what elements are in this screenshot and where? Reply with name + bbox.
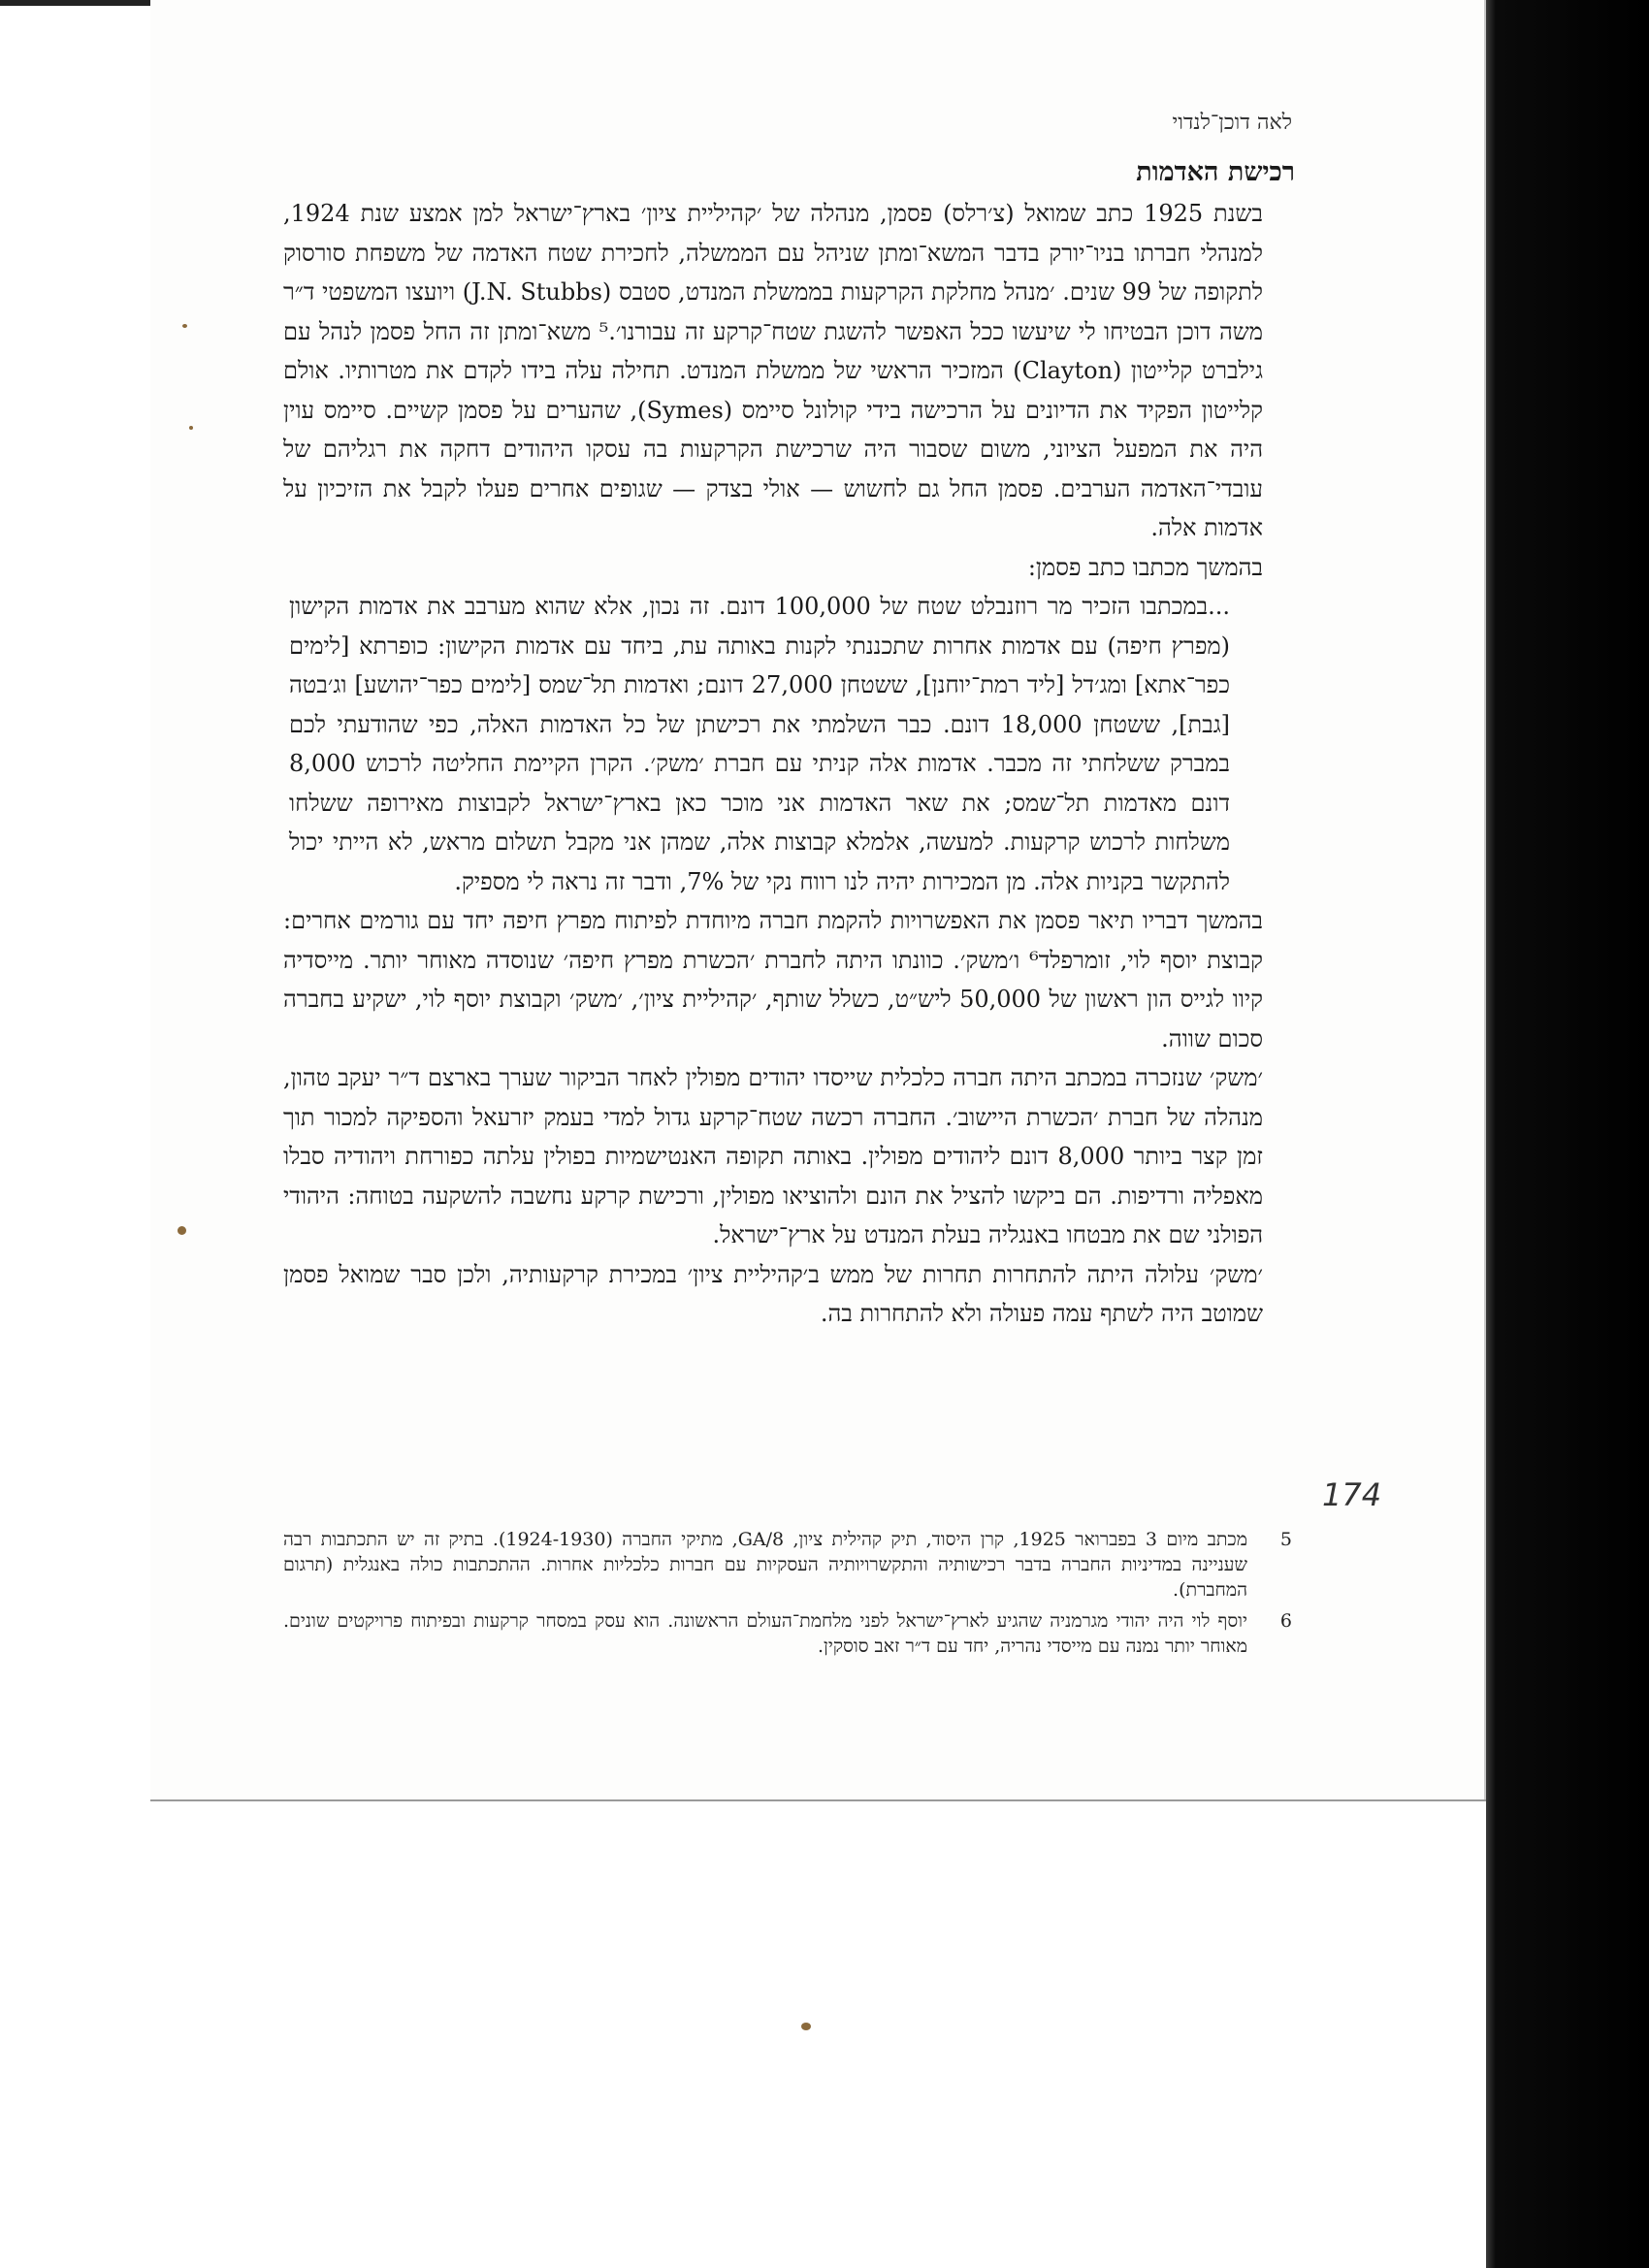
section-heading: רכישת האדמות [1136,157,1295,187]
page-number: 174 [1322,1476,1382,1513]
paragraph: בהמשך מכתבו כתב פסמן: [1027,553,1263,581]
block-quote: ...במכתבו הזכיר מר רוזנבלט שטח של 100,000 דונם. זה נכון, אלא שהוא מערבב את אדמות הקישון (מפרץ חיפה) עם אדמות אחרות שתכננתי לקנות באותה עת, ביחד עם אדמות הקישון: כופרתא [לימים כפר־אתא] ומג׳דל [ליד רמת־יוחנן], ששטחן 27,000 דונם; ואדמות תל־שמס [לימים כפר־יהושע] וג׳בטה [גבת], ששטחן 18,000 דונם. כבר השלמתי את רכישתן של כל האדמות האלה, כפי שהודעתי לכם במברק ששלחתי זה מכבר. אדמות אלה קניתי עם חברת ׳משק׳. הקרן הקיימת החליטה לרכוש 8,000 דונם מאדמות תל־שמס; את שאר האדמות אני מוכר כאן בארץ־ישראל לקבוצות מאירופה ששלחו משלחות לרכוש קרקעות. למעשה, אלמלא קבוצות אלה, שמהן אני מקבל תשלום מראש, לא הייתי יכול להתקשר בקניות אלה. מן המכירות יהיה לנו רווח נקי של 7%, ודבר זה נראה לי מספיק. [289,593,1231,895]
running-head-author: לאה דוכן־לנדוי [1172,111,1292,135]
paper-speck [182,324,187,328]
paragraph: ׳משק׳ שנזכרה במכתב היתה חברה כלכלית שייסדו יהודים מפולין לאחר הביקור שערך בארצם ד״ר יעקב טהון, מנהלה של חברת ׳הכשרת היישוב׳. החברה רכשה שטח־קרקע גדול למדי בעמק יזרעאל והספיקה למכור תוך זמן קצר ביותר 8,000 דונם ליהודים מפולין. באותה תקופה האנטישמיות בפולין עלתה כפורחת ויהודיה סבלו מאפליה ורדיפות. הם ביקשו להציל את הונם ולהוציאו מפולין, ורכישת קרקע נחשבה להשקעה בטוחה: היהודי הפולני שם את מבטחו באנגליה בעלת המנדט על ארץ־ישראל. [283,1064,1263,1248]
footnotes [283,1527,1292,1665]
paper-speck [801,2023,811,2030]
footnote-number: 5 [1279,1529,1292,1550]
footnote [283,1608,1292,1659]
footnote-number: 6 [1279,1610,1292,1632]
paragraph: בהמשך דבריו תיאר פסמן את האפשרויות להקמת חברה מיוחדת לפיתוח מפרץ חיפה יחד עם גורמים אחרים: קבוצת יוסף לוי, זומרפלד⁶ ו׳משק׳. כוונתו היתה לחברת ׳הכשרת מפרץ חיפה׳ שנוסדה מאוחר יותר. מייסדיה קיוו לגייס הון ראשון של 50,000 ליש״ט, כשלל שותף, ׳קהיליית ציון׳, ׳משק׳ וקבוצת יוסף לוי, ישקיע בחברה סכום שווה. [283,907,1264,1053]
paragraph: ׳משק׳ עלולה היתה להתחרות תחרות של ממש ב׳קהיליית ציון׳ במכירת קרקעותיה, ולכן סבר שמואל פסמן שמוטב היה לשתף עמה פעולה ולא להתחרות בה. [283,1260,1264,1327]
footnote [283,1527,1292,1603]
body-text [283,194,1263,1334]
paper-speck [189,426,193,430]
paper-speck [178,1226,186,1235]
footnote-text: יוסף לוי היה יהודי מגרמניה שהגיע לארץ־ישראל לפני מלחמת־העולם הראשונה. הוא עסק במסחר קרקעות ובפיתוח פרויקטים שונים. מאוחר יותר נמנה עם מייסדי נהריה, יחד עם ד״ר זאב סוסקין. [283,1610,1247,1657]
scan-border-right [1486,0,1649,2268]
paragraph: בשנת 1925 כתב שמואל (צ׳רלס) פסמן, מנהלה של ׳קהיליית ציון׳ בארץ־ישראל למן אמצע שנת 1924, למנהלי חברתו בניו־יורק בדבר המשא־ומתן שניהל עם הממשלה, לחכירת שטח האדמה של משפחת סורסוק לתקופה של 99 שנים. ׳מנהל מחלקת הקרקעות בממשלת המנדט, סטבס (J.N. Stubbs) ויועצו המשפטי ד״ר משה דוכן הבטיחו לי שיעשו ככל האפשר להשגת שטח־קרקע זה עבורנו׳.⁵ משא־ומתן זה החל פסמן לנהל עם גילברט קלייטון (Clayton) המזכיר הראשי של ממשלת המנדט. תחילה עלה בידו לקדם את מטרותיו. אולם קלייטון הפקיד את הדיונים על הרכישה בידי קולונל סיימס (Symes), שהערים על פסמן קשיים. סיימס עוין היה את המפעל הציוני, משום שסבור היה שרכישת הקרקעות בה עסקו היהודים דחקה את רגליהם של עובדי־האדמה הערבים. פסמן החל גם לחשוש — אולי בצדק — שגופים אחרים פעלו לקבל את הזיכיון על אדמות אלה. [283,200,1264,541]
footnote-text: מכתב מיום 3 בפברואר 1925, קרן היסוד, תיק קהילית ציון, GA/8, מתיקי החברה (1924-1930). בתיק זה יש התכתבות רבה שעניינה במדיניות החברה בדבר רכישותיה והתקשרויותיה העסקיות עם חברות כלכליות אחרות. ההתכתבות כולה באנגלית (תרגום המחברת). [283,1529,1247,1601]
